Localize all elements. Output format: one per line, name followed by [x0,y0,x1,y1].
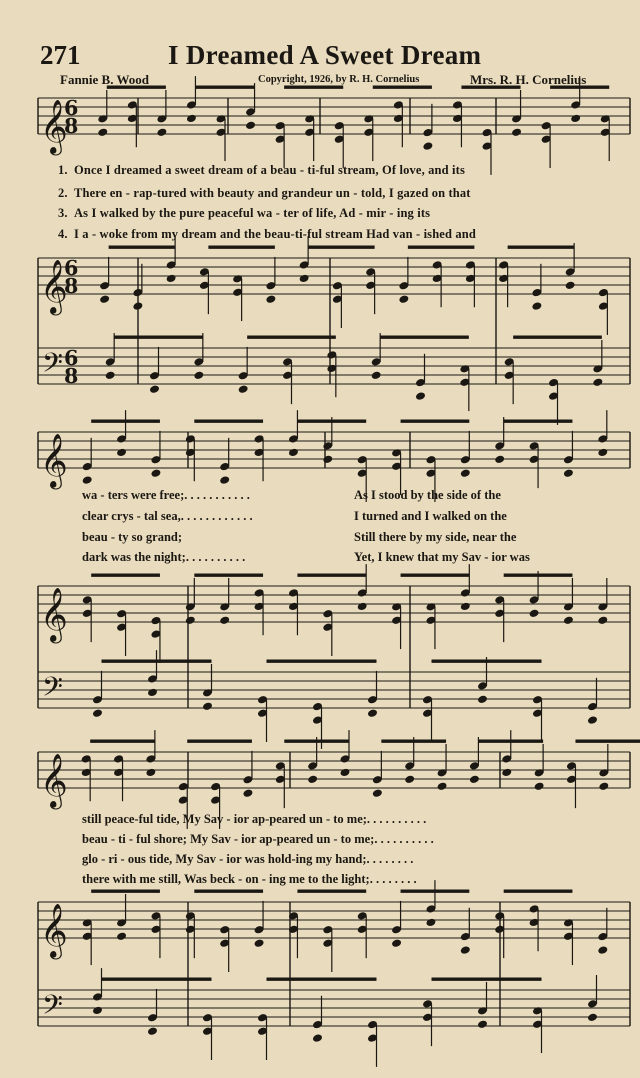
note-head [404,775,415,785]
treble-clef-icon: 𝄞 [40,904,68,958]
note-head [391,938,402,948]
note-head [265,294,276,304]
verse-1-line-2-left: wa - ters were free;. . . . . . . . . . . [82,488,250,502]
note-head [149,384,160,394]
note-head [166,274,177,284]
note-head [116,932,127,942]
note-head [570,114,581,124]
note-head [238,384,249,394]
treble-clef-icon: 𝄞 [40,434,68,488]
verse-text: There en - rap-tured with beauty and grandeur un - told, I gazed on that [74,186,471,200]
note-head [307,775,318,785]
note-head [422,141,433,151]
hymn-number: 271 [40,40,81,70]
note-head [565,281,576,291]
note-head [460,602,471,612]
time-signature-bottom: 8 [64,114,79,138]
note-head [587,1013,598,1023]
note-head [132,301,143,311]
note-head [357,602,368,612]
bass-clef-icon: 𝄢 [42,989,63,1027]
note-head [597,448,608,458]
note-head [116,448,127,458]
note-head [202,702,213,712]
note-head [501,768,512,778]
bass-clef-icon: 𝄢 [42,671,63,709]
note-head [254,938,265,948]
treble-clef-icon: 𝄞 [40,754,68,808]
note-head [242,788,253,798]
note-head [437,782,448,792]
note-head [147,688,158,698]
time-signature-bottom: 8 [64,364,79,388]
verse-2-line-2-right: I turned and I walked on the [354,509,507,523]
note-head [511,128,522,138]
note-head [494,455,505,465]
note-head [156,128,167,138]
note-head [597,945,608,955]
note-head [245,121,256,131]
verse-text: As I walked by the pure peaceful wa - ter of life, Ad - mir - ing its [74,206,431,220]
note-head [105,371,116,381]
note-head [587,715,598,725]
treble-clef-icon: 𝄞 [40,588,68,642]
note-head [597,616,608,626]
note-head [477,1020,488,1030]
verse-4-line-3: there with me still, Was beck - on - ing me to the light;. . . . . . . . [82,872,417,886]
note-head [219,475,230,485]
verse-1-line-1 [58,163,465,178]
note-head [563,616,574,626]
note-head [312,1033,323,1043]
verse-2-line-3: beau - ti - ful shore; My Sav - ior ap-peared un - to me;. . . . . . . . . . [82,832,434,846]
verse-2-line-2-left: clear crys - tal sea,. . . . . . . . . . . . [82,509,253,523]
note-head [372,788,383,798]
verse-text: Once I dreamed a sweet dream of a beau - ti-ful stream, Of love, and its [74,163,465,177]
verse-number: 3. [58,206,68,220]
note-head [534,782,545,792]
note-head [598,782,609,792]
note-head [398,294,409,304]
note-head [460,945,471,955]
time-signature-bottom: 8 [64,274,79,298]
note-head [97,128,108,138]
time-signature-top: 6 [64,96,79,120]
time-signature-top: 6 [64,346,79,370]
treble-clef-icon: 𝄞 [40,100,68,154]
note-head [531,301,542,311]
verse-4-line-1 [58,227,476,242]
note-head [425,918,436,928]
note-head [340,768,351,778]
note-head [92,1006,103,1016]
verse-2-line-1 [58,186,471,201]
note-head [322,455,333,465]
bass-clef-icon: 𝄢 [42,347,63,385]
note-head [367,708,378,718]
note-head [193,371,204,381]
note-head [299,274,310,284]
verse-4-line-2-left: dark was the night;. . . . . . . . . . [82,550,246,564]
verse-number: 4. [58,227,68,241]
note-head [92,708,103,718]
note-head [371,371,382,381]
verse-number: 2. [58,186,68,200]
verse-text: I a - woke from my dream and the beau-ti-ful stream Had van - ished and [74,227,476,241]
note-head [288,448,299,458]
copyright-notice: Copyright, 1926, by R. H. Cornelius [258,74,420,85]
time-signature-top: 6 [64,256,79,280]
note-head [145,768,156,778]
note-head [529,609,540,619]
note-head [82,475,93,485]
note-head [460,468,471,478]
hymn-title: I Dreamed A Sweet Dream [168,40,482,70]
note-head [185,616,196,626]
verse-3-line-1 [58,206,430,221]
note-head [219,616,230,626]
verse-3-line-3: glo - ri - ous tide, My Sav - ior was hold-ing my hand;. . . . . . . . [82,852,414,866]
verse-4-line-2-right: Yet, I knew that my Sav - ior was [354,550,530,564]
verse-1-line-3: still peace-ful tide, My Sav - ior ap-peared un - to me;. . . . . . . . . . [82,812,427,826]
note-head [147,1026,158,1036]
note-head [186,114,197,124]
note-head [477,695,488,705]
composer-credit: Mrs. R. H. Cornelius [470,72,587,87]
note-head [150,468,161,478]
verse-1-line-2-right: As I stood by the side of the [354,488,501,502]
verse-number: 1. [58,163,68,177]
note-head [469,775,480,785]
note-head [415,391,426,401]
treble-clef-icon: 𝄞 [40,260,68,314]
verse-3-line-2-right: Still there by my side, near the [354,530,517,544]
verse-3-line-2-left: beau - ty so grand; [82,530,183,544]
note-head [99,294,110,304]
note-head [563,468,574,478]
note-head [592,378,603,388]
author-credit: Fannie B. Wood [60,72,149,87]
